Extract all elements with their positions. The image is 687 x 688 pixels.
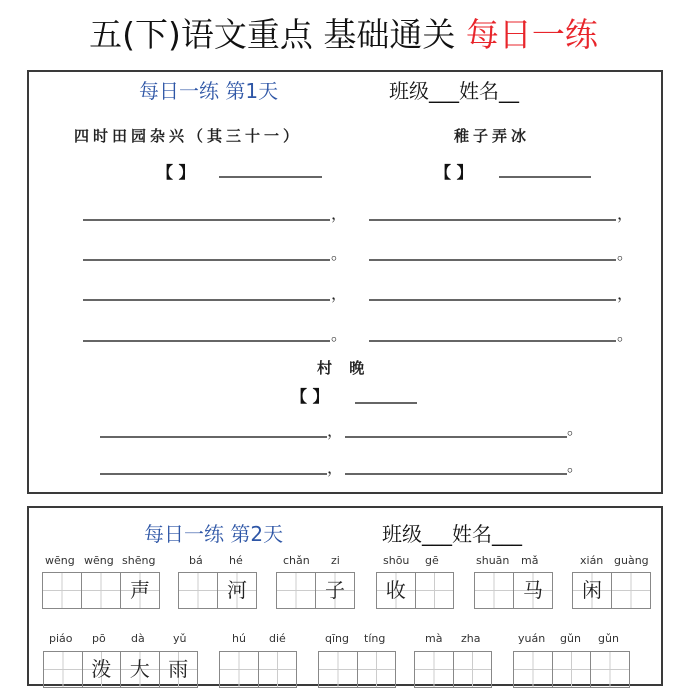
pinyin: shuān (476, 554, 510, 567)
char-cell[interactable]: 雨 (160, 652, 198, 687)
pinyin: mà (425, 632, 443, 645)
pinyin: hú (232, 632, 246, 645)
poem2-line1[interactable] (369, 219, 616, 221)
poem1-line2[interactable] (83, 259, 330, 261)
char-cell[interactable] (591, 652, 629, 687)
pinyin: dié (269, 632, 286, 645)
poem2-line2[interactable] (369, 259, 616, 261)
punct: ， (331, 284, 348, 303)
char-cell[interactable] (259, 652, 297, 687)
tianzi-grid-shouge (376, 572, 454, 609)
punct: ， (327, 458, 344, 477)
char-cell[interactable]: 收 (377, 573, 416, 608)
char-cell[interactable] (416, 573, 454, 608)
char-cell[interactable] (220, 652, 259, 687)
char-cell[interactable] (319, 652, 358, 687)
punct: 。 (567, 456, 584, 475)
punct: ， (327, 421, 344, 440)
poem2-author-bracket: 【 】 (435, 163, 473, 182)
day1-heading: 每日一练 第1天 (139, 79, 279, 103)
pinyin: gǔn (560, 632, 581, 645)
poem3-title: 村 晚 (317, 359, 371, 377)
char-cell[interactable] (612, 573, 650, 608)
pinyin: wēng (45, 554, 75, 567)
char-cell[interactable] (358, 652, 396, 687)
char-cell[interactable]: 泼 (83, 652, 122, 687)
tianzi-grid-piaopodayu (43, 651, 198, 688)
poem3-author-bracket: 【 】 (291, 387, 329, 406)
pinyin: mǎ (521, 554, 539, 567)
pinyin: hé (229, 554, 243, 567)
pinyin: shōu (383, 554, 410, 567)
tianzi-grid-shuanma (474, 572, 553, 609)
punct: 。 (567, 419, 584, 438)
pinyin: guàng (614, 554, 649, 567)
day1-panel (27, 70, 663, 494)
pinyin: gǔn (598, 632, 619, 645)
pinyin: zha (461, 632, 481, 645)
char-cell[interactable] (44, 652, 83, 687)
pinyin: xián (580, 554, 604, 567)
poem1-line4[interactable] (83, 340, 330, 342)
poem1-line3[interactable] (83, 299, 330, 301)
poem3-line2[interactable] (345, 436, 567, 438)
char-cell[interactable] (553, 652, 592, 687)
tianzi-grid-chanzi (276, 572, 355, 609)
day2-panel (27, 506, 663, 686)
title-highlight: 每日一练 (465, 15, 598, 54)
pinyin: wēng (84, 554, 114, 567)
tianzi-grid-wengwengsheng (42, 572, 160, 609)
pinyin: pō (92, 632, 106, 645)
pinyin: zi (331, 554, 340, 567)
pinyin: gē (425, 554, 439, 567)
page-title (0, 14, 687, 56)
poem2-author-line[interactable] (499, 176, 591, 178)
pinyin: bá (189, 554, 203, 567)
tianzi-grid-bahe (178, 572, 257, 609)
day2-heading: 每日一练 第2天 (144, 522, 284, 546)
poem1-title: 四时田园杂兴（其三十一） (74, 127, 303, 145)
pinyin: shēng (122, 554, 156, 567)
day1-class-name-field: 班级___姓名__ (389, 79, 519, 103)
poem3-author-line[interactable] (355, 402, 417, 404)
pinyin: yuán (518, 632, 546, 645)
char-cell[interactable]: 声 (121, 573, 159, 608)
char-cell[interactable]: 闲 (573, 573, 612, 608)
char-cell[interactable] (475, 573, 514, 608)
pinyin: dà (131, 632, 145, 645)
punct: 。 (331, 325, 348, 344)
tianzi-grid-xianguang (572, 572, 651, 609)
tianzi-grid-yuangungun (513, 651, 630, 688)
poem1-line1[interactable] (83, 219, 330, 221)
char-cell[interactable] (514, 652, 553, 687)
pinyin: chǎn (283, 554, 310, 567)
punct: 。 (331, 244, 348, 263)
punct: 。 (617, 325, 634, 344)
title-main: 五(下)语文重点 基础通关 (89, 15, 456, 54)
pinyin: qīng (325, 632, 349, 645)
poem1-author-line[interactable] (219, 176, 322, 178)
char-cell[interactable]: 大 (121, 652, 160, 687)
tianzi-grid-mazha (414, 651, 492, 688)
poem3-line1[interactable] (100, 436, 327, 438)
tianzi-grid-hudie (219, 651, 297, 688)
pinyin: yǔ (173, 632, 187, 645)
char-cell[interactable]: 子 (316, 573, 354, 608)
char-cell[interactable]: 马 (514, 573, 552, 608)
char-cell[interactable] (277, 573, 316, 608)
char-cell[interactable]: 河 (218, 573, 256, 608)
poem2-title: 稚子弄冰 (454, 127, 531, 145)
punct: ， (617, 204, 634, 223)
punct: ， (617, 284, 634, 303)
tianzi-grid-qingting (318, 651, 396, 688)
pinyin: tíng (364, 632, 386, 645)
punct: ， (331, 204, 348, 223)
char-cell[interactable] (179, 573, 218, 608)
poem3-line4[interactable] (345, 473, 567, 475)
char-cell[interactable] (415, 652, 454, 687)
char-cell[interactable] (82, 573, 121, 608)
poem1-author-bracket: 【 】 (157, 163, 195, 182)
char-cell[interactable] (454, 652, 492, 687)
char-cell[interactable] (43, 573, 82, 608)
poem2-line4[interactable] (369, 340, 616, 342)
day2-class-name-field: 班级___姓名___ (382, 522, 522, 546)
punct: 。 (617, 244, 634, 263)
pinyin: piáo (49, 632, 73, 645)
poem2-line3[interactable] (369, 299, 616, 301)
poem3-line3[interactable] (100, 473, 327, 475)
